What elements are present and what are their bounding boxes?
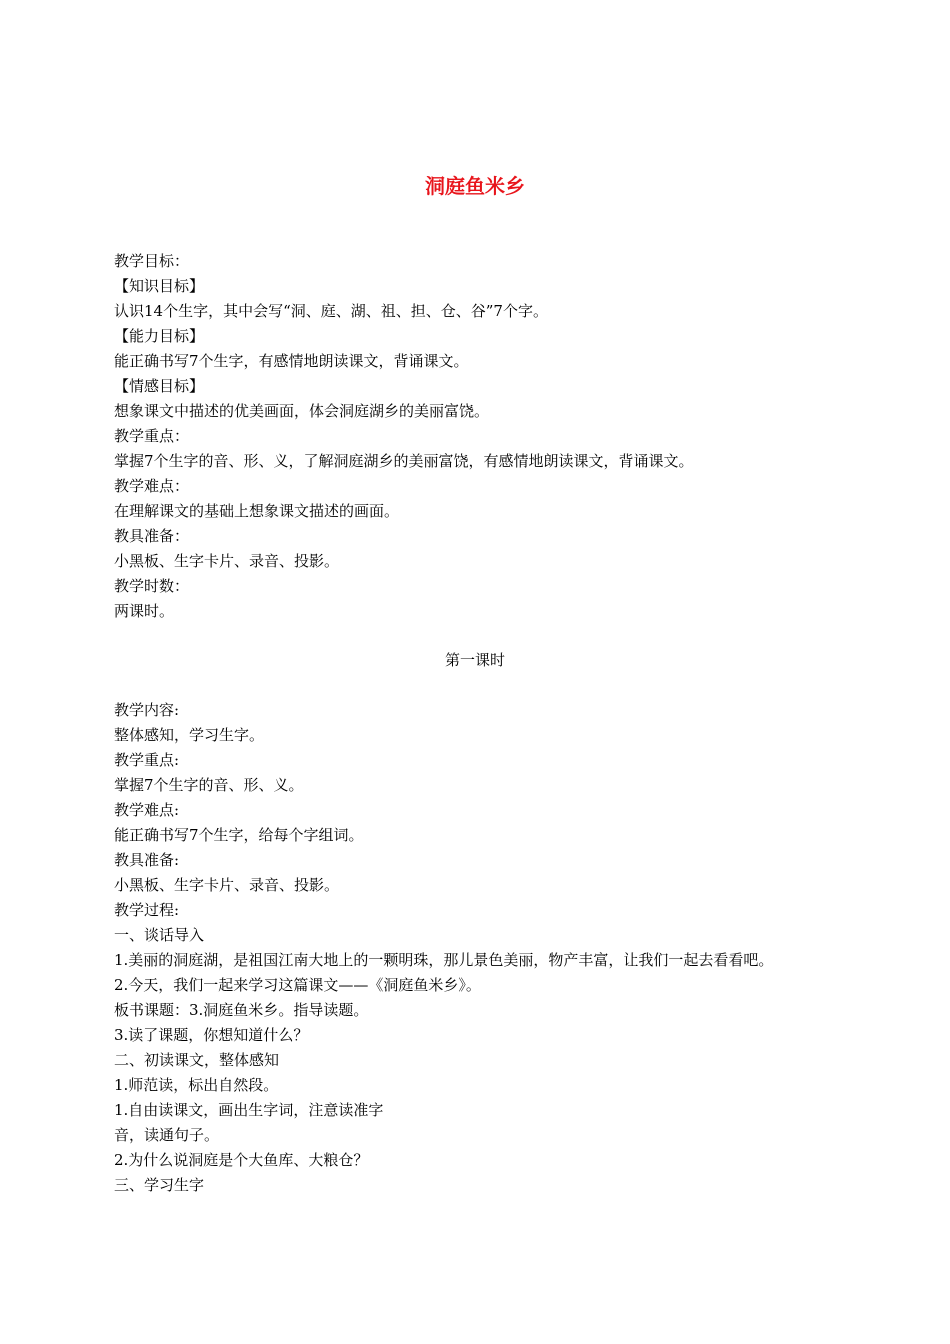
document-title: 洞庭鱼米乡	[425, 174, 525, 198]
lesson-line: 1.美丽的洞庭湖，是祖国江南大地上的一颗明珠，那儿景色美丽，物产丰富，让我们一起去看看吧。	[114, 951, 774, 969]
first-lesson-content	[114, 698, 874, 1198]
overview-line: 教学重点：	[114, 427, 190, 445]
lesson-line: 教学难点:	[114, 801, 180, 819]
lesson-line: 掌握7个生字的音、形、义。	[114, 776, 304, 794]
lesson-line: 教具准备:	[114, 851, 180, 869]
lesson-line: 音，读通句子。	[114, 1126, 220, 1144]
lesson-line: 二、初读课文，整体感知	[114, 1051, 280, 1069]
overview-line: 【情感目标】	[114, 377, 205, 395]
lesson-line: 教学过程:	[114, 901, 180, 919]
overview-line: 认识14个生字，其中会写“洞、庭、湖、祖、担、仓、谷”7个字。	[114, 302, 548, 320]
lesson-plan-overview	[114, 249, 874, 624]
lesson-line: 2.今天，我们一起来学习这篇课文——《洞庭鱼米乡》。	[114, 976, 481, 994]
lesson-line: 1.自由读课文，画出生字词，注意读准字	[114, 1101, 384, 1119]
lesson-line: 教学重点:	[114, 751, 180, 769]
lesson-line: 1.师范读，标出自然段。	[114, 1076, 279, 1094]
overview-line: 教学难点：	[114, 477, 190, 495]
overview-line: 两课时。	[114, 602, 175, 620]
lesson-heading: 第一课时	[444, 651, 505, 669]
lesson-line: 小黑板、生字卡片、录音、投影。	[114, 876, 340, 894]
lesson-line: 一、谈话导入	[114, 926, 205, 944]
overview-line: 【知识目标】	[114, 277, 205, 295]
overview-line: 教学目标：	[114, 252, 190, 270]
overview-line: 在理解课文的基础上想象课文描述的画面。	[114, 502, 400, 520]
overview-line: 【能力目标】	[114, 327, 205, 345]
lesson-line: 能正确书写7个生字，给每个字组词。	[114, 826, 364, 844]
lesson-line: 3.读了课题，你想知道什么？	[114, 1026, 309, 1044]
overview-line: 想象课文中描述的优美画面，体会洞庭湖乡的美丽富饶。	[114, 402, 490, 420]
lesson-line: 教学内容:	[114, 701, 180, 719]
lesson-line: 整体感知，学习生字。	[114, 726, 265, 744]
overview-line: 小黑板、生字卡片、录音、投影。	[114, 552, 340, 570]
overview-line: 教学时数：	[114, 577, 190, 595]
lesson-line: 板书课题：3.洞庭鱼米乡。指导读题。	[114, 1001, 369, 1019]
overview-line: 教具准备：	[114, 527, 190, 545]
overview-line: 能正确书写7个生字，有感情地朗读课文，背诵课文。	[114, 352, 469, 370]
lesson-line: 三、学习生字	[114, 1176, 205, 1194]
lesson-line: 2.为什么说洞庭是个大鱼库、大粮仓？	[114, 1151, 369, 1169]
overview-line: 掌握7个生字的音、形、义，了解洞庭湖乡的美丽富饶，有感情地朗读课文，背诵课文。	[114, 452, 694, 470]
